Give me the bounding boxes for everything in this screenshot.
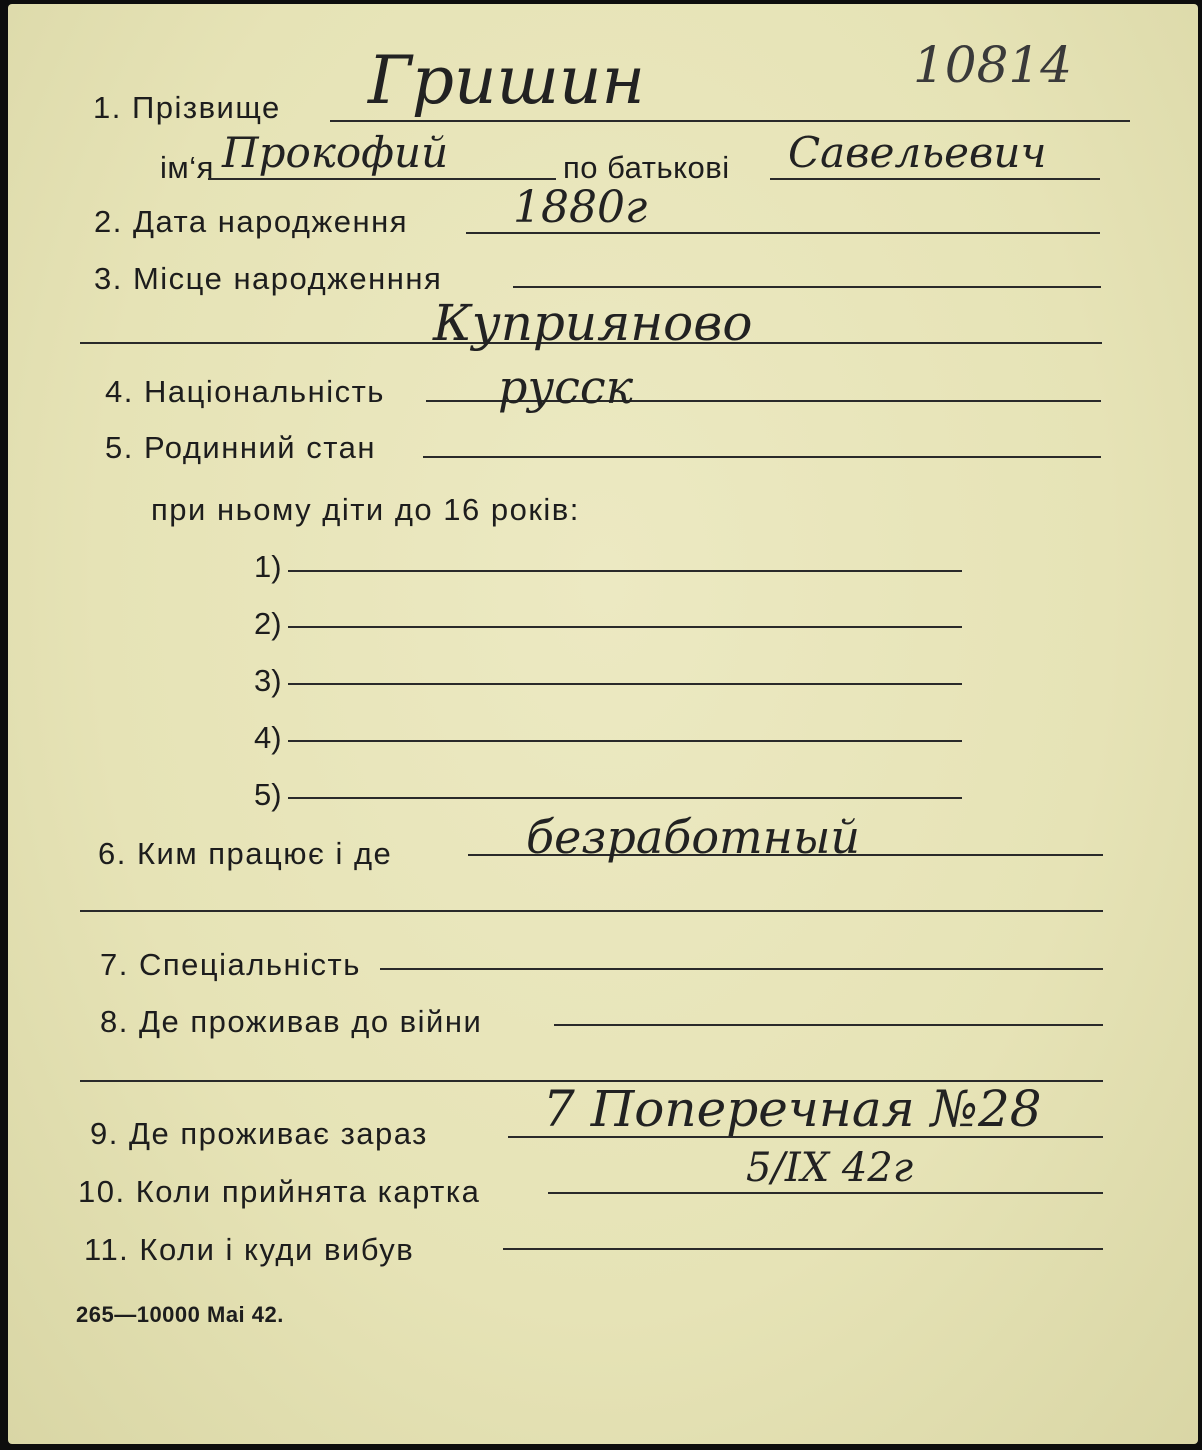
departure-label: 11. Коли і куди вибув — [84, 1232, 415, 1267]
birth-place-line — [513, 286, 1101, 288]
child-3-label: 3) — [254, 663, 282, 698]
birth-date-label: 2. Дата народження — [94, 204, 408, 239]
child-5-label: 5) — [254, 777, 282, 812]
card-accepted-label: 10. Коли прийнята картка — [78, 1174, 481, 1209]
child-3-line[interactable] — [288, 683, 962, 685]
surname-label: 1. Прізвище — [93, 90, 281, 125]
current-residence-label: 9. Де проживає зараз — [90, 1116, 428, 1151]
patronymic-value[interactable]: Савельевич — [788, 128, 1047, 177]
child-4-line[interactable] — [288, 740, 962, 742]
speciality-label: 7. Спеціальність — [100, 947, 361, 982]
child-2-label: 2) — [254, 606, 282, 641]
marital-status-label: 5. Родинний стан — [105, 430, 376, 465]
card-accepted-line — [548, 1192, 1103, 1194]
occupation-label: 6. Ким працює і де — [98, 836, 393, 871]
child-2-line[interactable] — [288, 626, 962, 628]
occupation-value[interactable]: безработный — [526, 810, 861, 864]
children-heading: при ньому діти до 16 років: — [151, 492, 580, 527]
child-1-line[interactable] — [288, 570, 962, 572]
print-code: 265—10000 Mai 42. — [76, 1302, 284, 1327]
current-residence-value[interactable]: 7 Поперечная №28 — [543, 1080, 1042, 1138]
surname-line — [330, 120, 1130, 122]
marital-status-line[interactable] — [423, 456, 1101, 458]
speciality-line[interactable] — [380, 968, 1103, 970]
patronymic-line — [770, 178, 1100, 180]
child-1-label: 1) — [254, 549, 282, 584]
card-number: 10814 — [913, 36, 1073, 94]
birth-place-label: 3. Місце народженння — [94, 261, 443, 296]
birth-place-value[interactable]: Куприяново — [433, 294, 753, 352]
registration-card — [8, 4, 1198, 1444]
prewar-residence-label: 8. Де проживав до війни — [100, 1004, 483, 1039]
name-label: ім‘я — [160, 150, 214, 185]
occupation-line-2 — [80, 910, 1103, 912]
name-value[interactable]: Прокофий — [222, 128, 449, 177]
departure-line[interactable] — [503, 1248, 1103, 1250]
name-line — [208, 178, 556, 180]
birth-date-value[interactable]: 1880г — [513, 182, 648, 233]
prewar-residence-line[interactable] — [554, 1024, 1103, 1026]
card-accepted-value[interactable]: 5/IX 42г — [746, 1145, 914, 1191]
child-5-line[interactable] — [288, 797, 962, 799]
surname-value[interactable]: Гришин — [368, 42, 645, 119]
nationality-label: 4. Національність — [105, 374, 385, 409]
patronymic-label: по батькові — [563, 150, 730, 185]
nationality-value[interactable]: русск — [498, 360, 634, 414]
child-4-label: 4) — [254, 720, 282, 755]
